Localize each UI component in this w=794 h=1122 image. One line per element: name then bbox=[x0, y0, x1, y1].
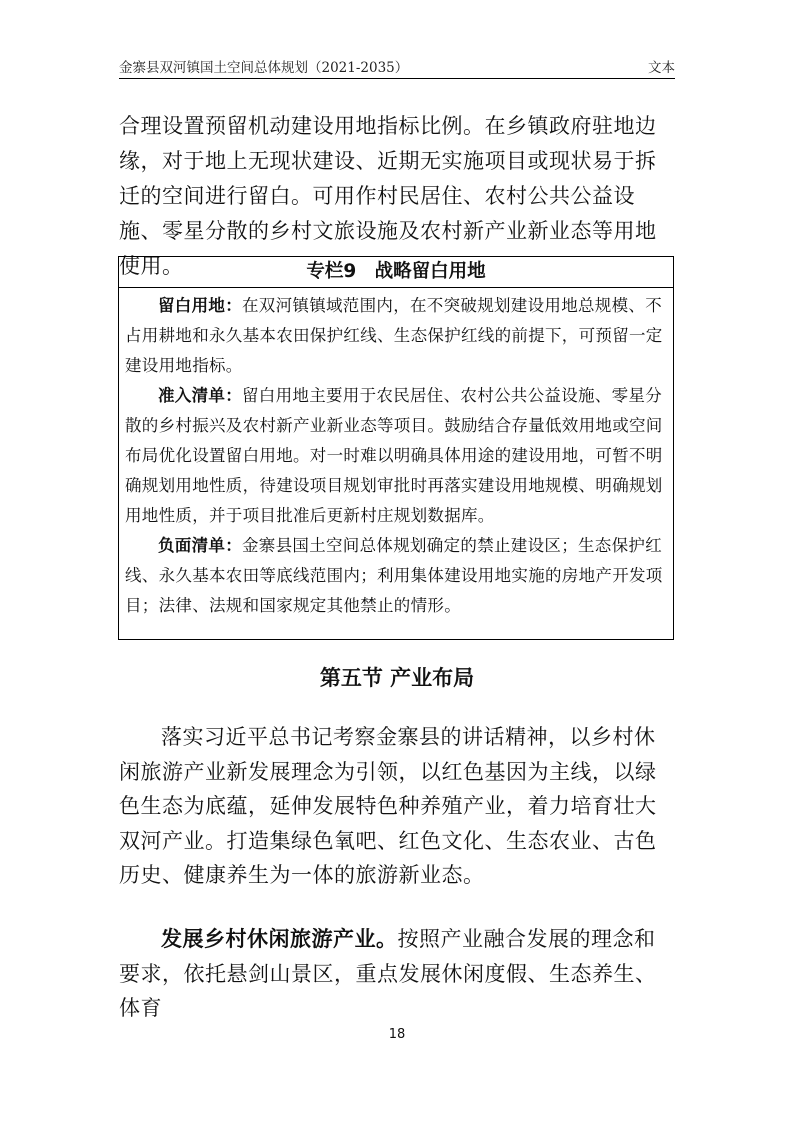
section-paragraph-1: 落实习近平总书记考察金寨县的讲话精神，以乡村休闲旅游产业新发展理念为引领，以红色基因为主线，以绿色生态为底蕴，延伸发展特色种养殖产业，着力培育壮大双河产业。打造集绿色氧吧、红色文化、生态农业、古色历史、健康养生为一体的旅游新业态。 bbox=[119, 725, 657, 887]
box-body bbox=[119, 288, 673, 621]
page-header bbox=[119, 50, 675, 79]
section-paragraph-2 bbox=[119, 922, 675, 1026]
box-item-negative-list bbox=[125, 531, 667, 621]
box-item-text: 金寨县国土空间总体规划确定的禁止建设区；生态保护红线、永久基本农田等底线范围内；利用集体建设用地实施的房地产开发项目；法律、法规和国家规定其他禁止的情形。 bbox=[125, 536, 663, 615]
box-item-label: 负面清单： bbox=[158, 536, 242, 555]
header-document-title: 金寨县双河镇国土空间总体规划（2021-2035） bbox=[119, 60, 409, 76]
paragraph-text: 按照产业融合发展的理念和要求，依托悬剑山景区，重点发展休闲度假、生态养生、体育 bbox=[119, 927, 657, 1020]
section-title: 第五节 产业布局 bbox=[319, 666, 475, 690]
box-item-text: 在双河镇镇域范围内，在不突破规划建设用地总规模、不占用耕地和永久基本农田保护红线、生态保护红线的前提下，可预留一定建设用地指标。 bbox=[125, 296, 663, 375]
box-item-access-list bbox=[125, 381, 667, 531]
box-title: 专栏9 战略留白用地 bbox=[119, 257, 673, 288]
page-number: 18 bbox=[388, 1027, 406, 1042]
box-item-label: 准入清单： bbox=[158, 386, 242, 405]
box-item-reserve-land bbox=[125, 291, 667, 381]
box-item-label: 留白用地： bbox=[158, 296, 242, 315]
paragraph-lead-bold: 发展乡村休闲旅游产业。 bbox=[161, 927, 398, 951]
intro-paragraph: 合理设置预留机动建设用地指标比例。在乡镇政府驻地边缘，对于地上无现状建设、近期无实施项目或现状易于拆迁的空间进行留白。可用作村民居住、农村公共公益设施、零星分散的乡村文旅设施及农村新产业新业态等用地使用。 bbox=[119, 114, 657, 278]
strategic-reserve-box bbox=[118, 256, 674, 640]
box-item-text: 留白用地主要用于农民居住、农村公共公益设施、零星分散的乡村振兴及农村新产业新业态等项目。鼓励结合存量低效用地或空间布局优化设置留白用地。对一时难以明确具体用途的建设用地，可暂不明确规划用地性质，待建设项目规划审批时再落实建设用地规模、明确规划用地性质，并于项目批准后更新村庄规划数据库。 bbox=[125, 386, 663, 525]
header-document-type: 文本 bbox=[648, 60, 675, 76]
